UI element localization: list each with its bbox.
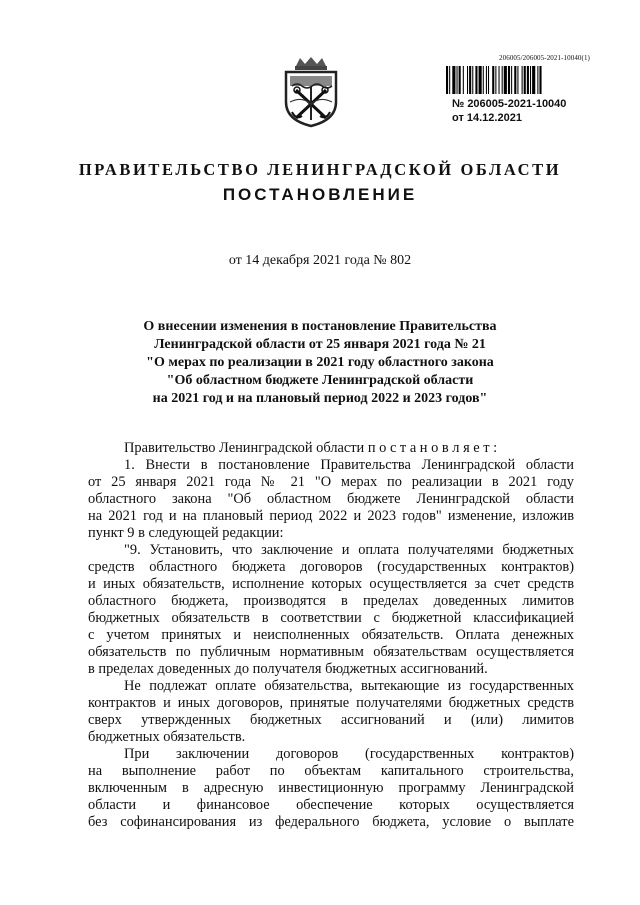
decree-date-line: от 14 декабря 2021 года № 802 — [228, 253, 412, 268]
subject-line: "Об областном бюджете Ленинградской области — [166, 373, 474, 388]
barcode — [446, 66, 586, 94]
body-line: контрактов и иных договоров, принятые получателями бюджетных средств — [88, 695, 574, 711]
body-line: При заключении договоров (государственных контрактов) — [124, 746, 574, 762]
body-line: обязательств по публичным нормативным обязательствам осуществляется — [88, 644, 574, 660]
coat-of-arms-emblem — [282, 56, 340, 128]
subject-line: Ленинградской области от 25 января 2021 года № 21 — [154, 337, 486, 352]
registration-date: от 14.12.2021 — [452, 112, 522, 124]
body-line: в пределах доведенных до получателя бюджетных ассигнований. — [88, 661, 488, 677]
body-line: бюджетных обязательств в соответствии с бюджетной классификацией — [88, 610, 574, 626]
body-line: на выполнение работ по объектам капитального строительства, — [88, 763, 574, 779]
registration-stamp — [452, 97, 566, 125]
body-line: областного бюджета, производятся в пределах доведенных лимитов — [88, 593, 574, 609]
document-type-title: ПОСТАНОВЛЕНИЕ — [222, 185, 418, 204]
body-line: на 2021 год и на плановый период 2022 и 2023 годов" изменение, изложив — [88, 508, 574, 524]
body-line: пункт 9 в следующей редакции: — [88, 525, 284, 541]
body-line: Не подлежат оплате обязательства, вытекающие из государственных — [124, 678, 574, 694]
body-line: включенным в адресную инвестиционную программу Ленинградской — [88, 780, 574, 796]
subject-line: "О мерах по реализации в 2021 году областного закона — [146, 355, 494, 370]
body-line: областного закона "Об областном бюджете Ленинградской области — [88, 491, 574, 507]
body-line: без софинансирования из федерального бюджета, условие о выплате — [88, 814, 574, 830]
registration-number: № 206005-2021-10040 — [452, 98, 567, 110]
body-line: и иных обязательств, исполнение которых осуществляется за счет средств — [88, 576, 574, 592]
document-id: 206005/206005-2021-10040(1) — [499, 54, 590, 62]
authority-title: ПРАВИТЕЛЬСТВО ЛЕНИНГРАДСКОЙ ОБЛАСТИ — [78, 160, 562, 179]
body-line: бюджетных обязательств. — [88, 729, 246, 745]
body-line: 1. Внести в постановление Правительства Ленинградской области — [124, 457, 574, 473]
body-line: области и финансовое обеспечение которых осуществляется — [88, 797, 574, 813]
decree-subject — [0, 318, 640, 408]
body-line: от 25 января 2021 года № 21 "О мерах по реализации в 2021 году — [88, 474, 574, 490]
subject-line: О внесении изменения в постановление Правительства — [143, 319, 497, 334]
subject-line: на 2021 год и на плановый период 2022 и 2023 годов" — [152, 391, 488, 406]
body-line: с учетом принятых и неисполненных обязательств. Оплата денежных — [88, 627, 574, 643]
body-line: Правительство Ленинградской области п о с т а н о в л я е т : — [124, 440, 498, 456]
body-line: "9. Установить, что заключение и оплата получателями бюджетных — [124, 542, 574, 558]
body-line: сверх утвержденных бюджетных ассигнований и (или) лимитов — [88, 712, 574, 728]
body-line: средств областного бюджета договоров (государственных контрактов) — [88, 559, 574, 575]
